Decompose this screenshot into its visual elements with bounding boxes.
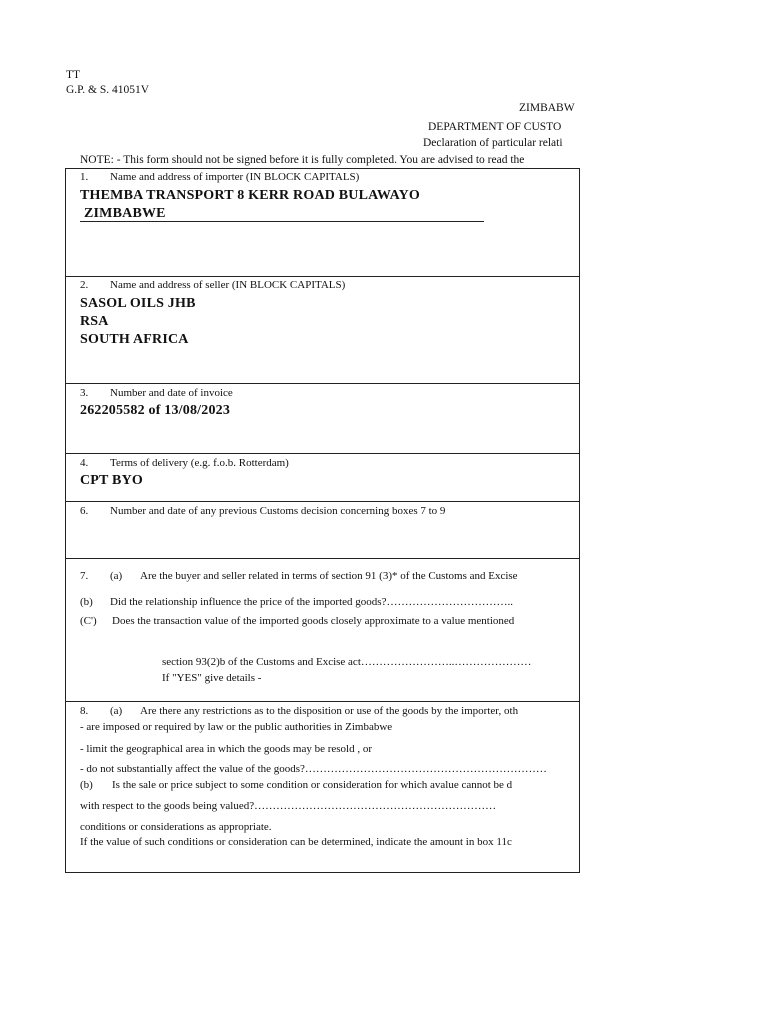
form-bottom-border: [65, 872, 580, 873]
box-divider: [65, 701, 580, 702]
box7-b-text: Did the relationship influence the price of the imported goods?……………………………..: [110, 596, 513, 608]
terms-of-delivery: CPT BYO: [80, 473, 143, 488]
box-divider: [65, 276, 580, 277]
box4-header: [80, 457, 289, 470]
box3-label: Number and date of invoice: [110, 387, 233, 399]
form-top-border: [65, 168, 580, 169]
box8-question-b: [80, 779, 512, 792]
box6-header: [80, 505, 445, 518]
box6-label: Number and date of any previous Customs decision concerning boxes 7 to 9: [110, 505, 446, 517]
form-department-heading: DEPARTMENT OF CUSTO: [428, 121, 562, 133]
importer-underline: [80, 221, 484, 222]
box8-with-respect: with respect to the goods being valued?…………………………………………………………: [80, 800, 497, 812]
box-divider: [65, 501, 580, 502]
box3-number: 3.: [80, 387, 89, 399]
box-divider: [65, 383, 580, 384]
box3-header: [80, 387, 233, 400]
seller-line-1: SASOL OILS JHB: [80, 296, 196, 311]
box7-c-text: Does the transaction value of the imported goods closely approximate to a value mentioned: [112, 615, 515, 627]
box2-label: Name and address of seller (IN BLOCK CAPITALS): [110, 279, 346, 291]
box8-b-text: Is the sale or price subject to some condition or consideration for which avalue cannot be d: [112, 779, 513, 791]
form-note: NOTE: - This form should not be signed before it is fully completed. You are advised to read the: [80, 154, 525, 166]
box7-a-tag: (a): [110, 570, 123, 582]
box8-a-text: Are there any restrictions as to the disposition or use of the goods by the importer, oth: [140, 705, 519, 717]
seller-line-3: SOUTH AFRICA: [80, 332, 189, 347]
form-country-heading: ZIMBABW: [519, 102, 575, 114]
seller-line-2: RSA: [80, 314, 109, 329]
form-left-border: [65, 168, 66, 873]
box2-number: 2.: [80, 279, 89, 291]
box7-b-tag: (b): [80, 596, 93, 608]
box2-header: [80, 279, 345, 292]
box8-b-tag: (b): [80, 779, 93, 791]
box7-question-c: [80, 615, 514, 628]
form-gp-code: G.P. & S. 41051V: [66, 84, 150, 96]
invoice-number-date: 262205582 of 13/08/2023: [80, 403, 231, 418]
box-divider: [65, 453, 580, 454]
box8-bullet-3: - do not substantially affect the value of the goods?…………………………………………………………: [80, 763, 547, 775]
box8-conditions: conditions or considerations as appropriate.: [80, 821, 272, 833]
box1-number: 1.: [80, 171, 89, 183]
box1-label: Name and address of importer (IN BLOCK CAPITALS): [110, 171, 360, 183]
form-tt-code: TT: [66, 69, 81, 81]
box4-label: Terms of delivery (e.g. f.o.b. Rotterdam): [110, 457, 289, 469]
box1-header: [80, 171, 359, 184]
box8-number: 8.: [80, 705, 89, 717]
box7-question-a: [80, 570, 518, 583]
box7-a-text: Are the buyer and seller related in terms of section 91 (3)* of the Customs and Excise: [140, 570, 518, 582]
box8-if-value: If the value of such conditions or consideration can be determined, indicate the amount in box 11c: [80, 836, 512, 848]
form-declaration-title: Declaration of particular relati: [423, 137, 563, 149]
box6-number: 6.: [80, 505, 89, 517]
box7-c-tag: (C'): [80, 615, 97, 627]
box8-bullet-1: - are imposed or required by law or the public authorities in Zimbabwe: [80, 721, 393, 733]
importer-name-address: THEMBA TRANSPORT 8 KERR ROAD BULAWAYO: [80, 188, 420, 203]
box-divider: [65, 558, 580, 559]
box8-a-tag: (a): [110, 705, 123, 717]
box7-section-reference: section 93(2)b of the Customs and Excise act……………………..…………………: [162, 656, 532, 668]
importer-country: ZIMBABWE: [84, 206, 166, 221]
box7-number: 7.: [80, 570, 89, 582]
box4-number: 4.: [80, 457, 89, 469]
form-right-border: [579, 168, 580, 873]
box8-bullet-2: - limit the geographical area in which the goods may be resold , or: [80, 743, 373, 755]
box8-question-a: [80, 705, 518, 718]
box7-question-b: [80, 596, 513, 609]
box7-if-yes: If "YES" give details -: [162, 672, 262, 684]
